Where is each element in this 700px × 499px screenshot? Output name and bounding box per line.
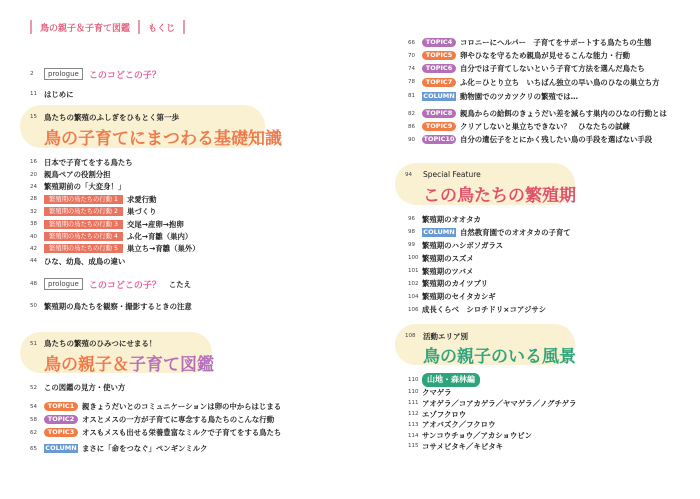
page-number: 110 [408, 377, 419, 383]
toc-item[interactable] [408, 290, 571, 303]
page-number: 2 [30, 71, 34, 77]
entry-title: 繁殖期のオオタカ [422, 214, 481, 224]
prologue-label: prologue [44, 68, 83, 80]
chapter-subtitle: 鳥たちの繁殖のひみつにせまる！ [44, 339, 157, 348]
entry-title: ふ化＝ひとり立ち いちばん独立の早い鳥のひなの巣立ち方 [460, 77, 660, 87]
page-number: 94 [405, 172, 412, 178]
entry-title: 繁殖期前の「大変身！」 [44, 182, 126, 192]
topic-badge: TOPIC5 [422, 51, 456, 60]
page-number: 111 [408, 400, 419, 407]
section-label: 繁殖期の鳥たちの行動 2 [44, 207, 123, 216]
left-mid [30, 276, 192, 313]
toc-item[interactable] [408, 398, 576, 409]
right-list-1 [408, 36, 667, 147]
right-list-3 [408, 387, 576, 452]
chapter-title: この鳥たちの繁殖期 [423, 186, 576, 206]
page-number: 20 [30, 171, 37, 178]
page-number: 115 [408, 443, 419, 450]
topic-badge: TOPIC8 [422, 109, 456, 118]
entry-title: 繁殖期のカイツブリ [422, 279, 488, 289]
entry-title: 交尾→産卵→抱卵 [126, 219, 184, 229]
page-number: 42 [30, 245, 37, 252]
chapter-banner-3[interactable] [395, 163, 575, 205]
entry-title: オスもメスも出せる栄養豊富なミルクで子育てをする鳥たち [82, 428, 282, 437]
toc-item[interactable] [30, 243, 200, 255]
page-number: 104 [408, 293, 419, 300]
page-number: 15 [30, 114, 37, 120]
toc-item[interactable] [408, 303, 571, 316]
entry-title: アオバズク／フクロウ [422, 420, 496, 430]
toc-item[interactable] [30, 206, 200, 218]
left-list-1 [30, 156, 200, 268]
chapter-banner-1[interactable] [20, 105, 282, 149]
toc-item[interactable] [408, 107, 667, 120]
page-number: 70 [408, 52, 415, 59]
topic-badge: TOPIC2 [44, 415, 78, 424]
entry-title: このコどこの子？ [88, 280, 161, 291]
chapter-banner-4[interactable] [395, 324, 575, 365]
page-number: 114 [408, 432, 419, 439]
entry-title: はじめに [44, 89, 74, 99]
column-badge: COLUMN [423, 227, 455, 236]
topic-badge: TOPIC7 [422, 78, 456, 87]
left-top [30, 66, 161, 101]
habitat-row[interactable] [408, 373, 484, 387]
page-number: 62 [30, 429, 37, 436]
page-number: 99 [408, 242, 415, 249]
topic-badge: TOPIC9 [422, 122, 456, 131]
section-label: 繁殖期の鳥たちの行動 4 [44, 232, 123, 241]
book-title: 鳥の親子＆子育て図鑑 [40, 23, 131, 34]
toc-item[interactable] [30, 413, 281, 426]
toc-item[interactable] [408, 409, 576, 420]
chapter-subtitle: 活動エリア別 [423, 332, 468, 341]
toc-item[interactable] [30, 381, 281, 394]
divider [183, 20, 185, 34]
topic-badge: TOPIC6 [422, 64, 456, 73]
toc-item[interactable] [408, 252, 571, 265]
entry-title: エゾフクロウ [422, 409, 467, 419]
toc-item[interactable] [30, 168, 200, 180]
page-number: 58 [30, 416, 37, 423]
page-number: 102 [408, 280, 419, 287]
entry-title: ひな、幼鳥、成鳥の違い [44, 256, 126, 266]
entry-title: サンコウチョウ／アカショウビン [422, 431, 533, 441]
entry-title: 繁殖期のセイタカシギ [422, 292, 496, 302]
entry-title: 日本で子育てをする鳥たち [44, 157, 133, 167]
page-number: 106 [408, 306, 419, 313]
page-number: 90 [408, 136, 415, 143]
entry-title: 親きょうだいとのコミュニケーションは卵の中からはじまる [82, 402, 282, 411]
page-number: 113 [408, 421, 419, 428]
page-number: 52 [30, 384, 37, 391]
page-number: 66 [408, 39, 415, 46]
toc-item[interactable] [30, 156, 200, 168]
page-number: 11 [30, 91, 37, 98]
toc-item[interactable] [30, 181, 200, 193]
toc-item[interactable] [30, 300, 192, 313]
topic-badge: TOPIC4 [422, 38, 456, 47]
chapter-subtitle: 鳥たちの繁殖のふしぎをひもとく第一歩 [44, 113, 179, 122]
entry-title: 自分では子育てしないという子育て方法を選んだ鳥たち [460, 64, 645, 74]
habitat-badge: 山地・森林編 [422, 373, 480, 387]
toc-item[interactable] [30, 276, 192, 292]
page-number: 48 [30, 281, 37, 287]
entry-title: 繁殖期のスズメ [422, 253, 474, 263]
page-number: 54 [30, 403, 37, 410]
chapter-subtitle: Special Feature [423, 170, 481, 179]
page-number: 78 [408, 79, 415, 86]
toc-item[interactable] [408, 133, 667, 146]
page-number: 65 [30, 445, 37, 452]
entry-title: ふ化→育雛（巣内） [126, 232, 193, 242]
toc-item[interactable] [408, 62, 667, 75]
page-number: 112 [408, 410, 419, 417]
page-number: 32 [30, 208, 37, 215]
toc-item[interactable] [30, 230, 200, 242]
entry-title: 親鳥ペアの役割分担 [44, 170, 111, 180]
entry-title: 繁殖期のハシボソガラス [422, 240, 504, 250]
page-number: 16 [30, 159, 37, 166]
page-number: 98 [408, 229, 415, 236]
chapter-title: 鳥の子育てにまつわる基礎知識 [44, 129, 282, 149]
entry-title: このコどこの子？ [88, 70, 161, 81]
page-number: 44 [30, 258, 37, 265]
toc-item[interactable] [408, 419, 576, 430]
toc-item[interactable] [408, 441, 576, 452]
entry-title: オスとメスの一方が子育てに専念する鳥たちのこんな行動 [82, 415, 275, 424]
entry-title: 求愛行動 [126, 194, 157, 204]
entry-title: 動物園でのツカツクリの繁殖では… [460, 91, 579, 101]
entry-title: クリアしないと巣立ちできない？ ひなたちの試練 [460, 122, 630, 132]
entry-title: この図鑑の見方・使い方 [44, 383, 126, 392]
entry-title: アオゲラ／コアカゲラ／ヤマゲラ／ノグチゲラ [422, 398, 577, 408]
topic-badge: TOPIC1 [44, 402, 78, 411]
topic-badge: TOPIC10 [423, 135, 455, 144]
page-number: 81 [408, 93, 415, 100]
toc-item[interactable] [30, 400, 281, 413]
divider [30, 20, 32, 34]
entry-title: まさに「命をつなぐ」ペンギンミルク [82, 444, 208, 453]
right-list-2 [408, 213, 571, 316]
toc-item[interactable] [408, 239, 571, 252]
toc-item[interactable] [408, 277, 571, 290]
section-title: もくじ [148, 23, 176, 34]
divider [138, 20, 140, 34]
entry-title: クマゲラ [422, 387, 452, 397]
toc-item[interactable] [408, 430, 576, 441]
page-number: 96 [408, 216, 415, 223]
page-number: 38 [30, 221, 37, 228]
chapter-title: 鳥の親子のいる風景 [423, 347, 576, 367]
section-label: 繁殖期の鳥たちの行動 1 [44, 195, 123, 204]
entry-suffix: こたえ [168, 279, 192, 289]
toc-item[interactable] [30, 88, 161, 101]
prologue-label: prologue [44, 278, 83, 290]
entry-title: 巣づくり [126, 207, 157, 217]
toc-item[interactable] [408, 387, 576, 398]
entry-title: 繁殖期の鳥たちを観察・撮影するときの注意 [44, 301, 192, 311]
toc-item[interactable] [30, 66, 161, 82]
entry-title: 自然教育園でのオオタカの子育て [460, 227, 571, 237]
page-number: 24 [30, 183, 37, 190]
left-list-2 [30, 381, 281, 455]
column-badge: COLUMN [423, 91, 455, 100]
entry-title: 自分の遺伝子をとにかく残したい鳥の手段を選ばない手段 [460, 135, 653, 145]
page-number: 50 [30, 303, 37, 310]
page-number: 40 [30, 233, 37, 240]
page-number: 100 [408, 255, 419, 262]
chapter-banner-2[interactable] [20, 332, 212, 373]
toc-item[interactable] [408, 90, 667, 103]
page-header [30, 20, 185, 34]
toc-item[interactable] [30, 255, 200, 267]
entry-title: 親鳥からの給餌のきょうだい差を減らす巣内のひなの行動とは [460, 109, 667, 119]
entry-title: 巣立ち→育雛（巣外） [126, 244, 200, 254]
toc-item[interactable] [408, 36, 667, 49]
toc-item[interactable] [30, 442, 281, 455]
toc-item[interactable] [30, 426, 281, 439]
chapter-title: 子育て図鑑 [129, 355, 214, 375]
toc-item[interactable] [408, 120, 667, 133]
topic-badge: TOPIC3 [44, 428, 78, 437]
toc-item[interactable] [408, 76, 667, 89]
column-badge: COLUMN [45, 444, 77, 452]
page-number: 101 [408, 268, 419, 274]
toc-item[interactable] [408, 213, 571, 226]
toc-item[interactable] [408, 265, 571, 278]
toc-item[interactable] [408, 49, 667, 62]
toc-item[interactable] [30, 193, 200, 205]
page-number: 51 [30, 341, 37, 347]
section-label: 繁殖期の鳥たちの行動 3 [44, 220, 123, 229]
toc-item[interactable] [408, 226, 571, 239]
entry-title: コロニーにヘルパー 子育てをサポートする鳥たちの生態 [460, 38, 652, 48]
chapter-title: 鳥の親子＆ [44, 355, 129, 375]
entry-title: 成長くらべ シロチドリ×コアジサシ [422, 305, 547, 315]
page-number: 86 [408, 123, 415, 130]
page-number: 108 [405, 333, 416, 339]
page-number: 74 [408, 65, 415, 72]
entry-title: コサメビタキ／キビタキ [422, 441, 504, 451]
page-number: 110 [408, 389, 419, 396]
page-number: 82 [408, 110, 415, 117]
toc-item[interactable] [30, 218, 200, 230]
entry-title: 繁殖期のツバメ [422, 266, 474, 276]
entry-title: 卵やひなを守るため親鳥が見せるこんな能力・行動 [460, 51, 630, 61]
section-label: 繁殖期の鳥たちの行動 5 [44, 244, 123, 253]
page-number: 28 [30, 196, 37, 203]
